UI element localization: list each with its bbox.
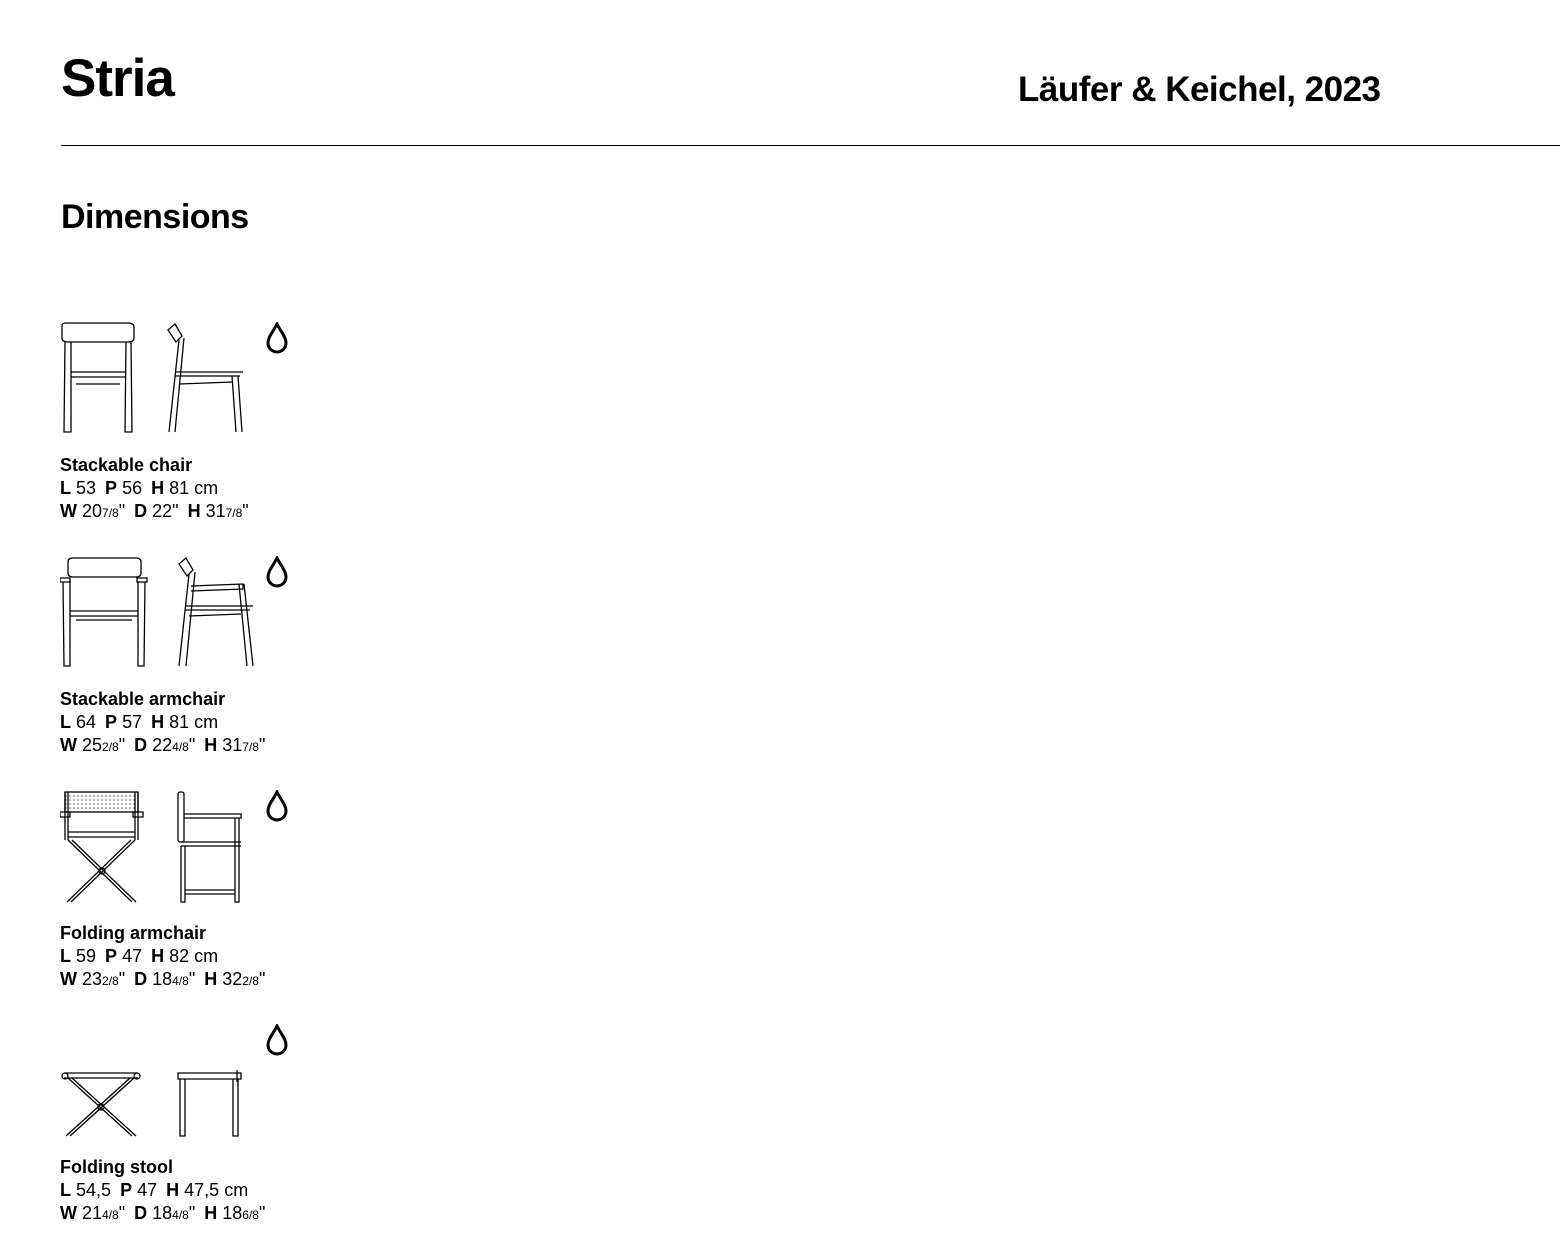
imperial-dimensions: W 252/8" D 224/8" H 317/8" xyxy=(60,735,266,755)
front-view-drawing xyxy=(60,322,140,436)
product-stackable-armchair xyxy=(60,556,360,759)
outdoor-drop-icon xyxy=(265,556,289,588)
product-name: Stackable armchair xyxy=(60,689,226,709)
side-view-drawing xyxy=(175,1068,245,1140)
header-divider xyxy=(61,145,1560,146)
outdoor-drop-icon xyxy=(265,790,289,822)
imperial-dimensions: W 214/8" D 184/8" H 186/8" xyxy=(60,1203,266,1223)
metric-dimensions: L 54,5 P 47 H 47,5 cm xyxy=(60,1180,249,1200)
product-drawings xyxy=(60,1024,360,1154)
product-name: Stackable chair xyxy=(60,455,193,475)
product-drawings xyxy=(60,556,360,686)
side-view-drawing xyxy=(165,322,250,436)
product-drawings xyxy=(60,790,360,920)
side-view-drawing xyxy=(175,790,250,904)
metric-dimensions: L 59 P 47 H 82 cm xyxy=(60,946,219,966)
designer-credit: Läufer & Keichel, 2023 xyxy=(1018,70,1381,109)
section-title: Dimensions xyxy=(61,198,249,236)
product-stackable-chair xyxy=(60,322,360,525)
front-view-drawing xyxy=(60,790,145,904)
product-folding-stool xyxy=(60,1024,360,1227)
imperial-dimensions: W 232/8" D 184/8" H 322/8" xyxy=(60,969,266,989)
page-title: Stria xyxy=(61,49,174,108)
product-drawings xyxy=(60,322,360,452)
imperial-dimensions: W 207/8" D 22" H 317/8" xyxy=(60,501,249,521)
product-name: Folding stool xyxy=(60,1157,173,1177)
metric-dimensions: L 53 P 56 H 81 cm xyxy=(60,478,219,498)
front-view-drawing xyxy=(60,556,150,670)
product-folding-armchair xyxy=(60,790,360,993)
metric-dimensions: L 64 P 57 H 81 cm xyxy=(60,712,219,732)
product-name: Folding armchair xyxy=(60,923,207,943)
front-view-drawing xyxy=(60,1068,145,1140)
outdoor-drop-icon xyxy=(265,1024,289,1056)
outdoor-drop-icon xyxy=(265,322,289,354)
side-view-drawing xyxy=(175,556,260,670)
